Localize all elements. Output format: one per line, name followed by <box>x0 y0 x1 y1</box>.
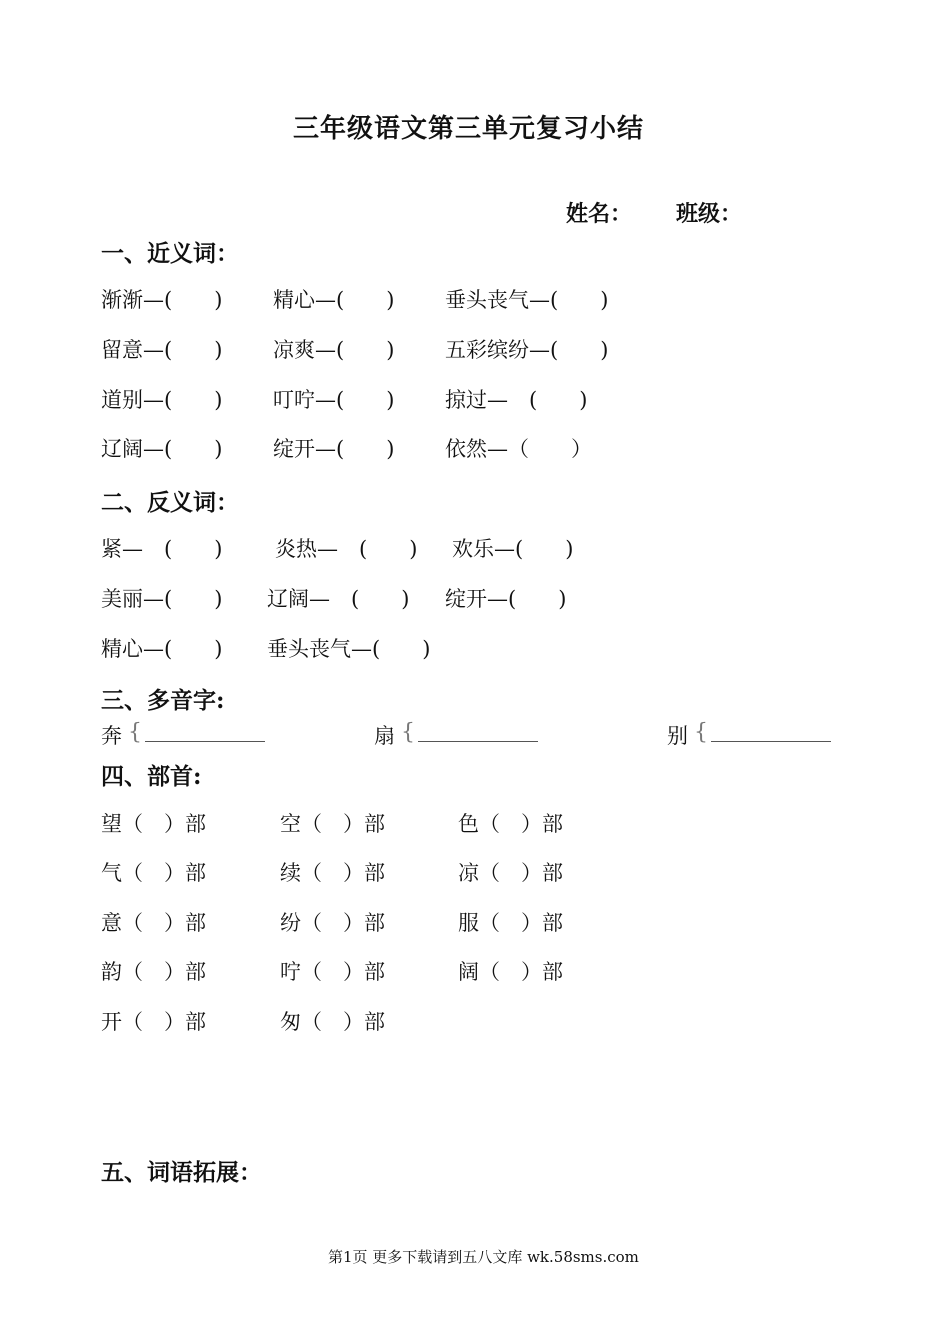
class-label: 班级： <box>676 201 743 227</box>
synonym-item: 凉爽—( ) <box>273 338 395 362</box>
synonym-item: 掠过— ( ) <box>445 388 588 412</box>
antonym-item: 美丽—( ) <box>101 587 223 611</box>
antonym-item: 炎热— ( ) <box>275 537 418 561</box>
section-heading-word-expansion: 五、词语拓展： <box>101 1159 262 1186</box>
antonym-item: 辽阔— ( ) <box>267 587 410 611</box>
answer-line <box>418 741 538 742</box>
radical-item: 开（ ）部 <box>101 1010 206 1034</box>
radical-item: 色（ ）部 <box>458 812 563 836</box>
synonym-item: 渐渐—( ) <box>101 288 223 312</box>
synonym-item: 精心—( ) <box>273 288 395 312</box>
section-heading-synonyms: 一、近义词： <box>101 240 239 267</box>
answer-line <box>145 741 265 742</box>
antonym-item: 精心—( ) <box>101 637 223 661</box>
section-heading-antonyms: 二、反义词： <box>101 489 239 516</box>
page-footer: 第1页 更多下载请到五八文库 wk.58sms.com <box>328 1248 639 1266</box>
polyphone-char: 奔 <box>101 724 122 748</box>
radical-item: 匆（ ）部 <box>280 1010 385 1034</box>
antonym-item: 绽开—( ) <box>445 587 567 611</box>
brace-icon: { <box>694 720 708 745</box>
synonym-item: 留意—( ) <box>101 338 223 362</box>
radical-item: 凉（ ）部 <box>458 861 563 885</box>
synonym-item: 道别—( ) <box>101 388 223 412</box>
brace-icon: { <box>401 720 415 745</box>
radical-item: 韵（ ）部 <box>101 960 206 984</box>
synonym-item: 绽开—( ) <box>273 437 395 461</box>
antonym-item: 垂头丧气—( ) <box>267 637 431 661</box>
synonym-item: 五彩缤纷—( ) <box>445 338 609 362</box>
polyphone-char: 别 <box>667 724 688 748</box>
antonym-item: 欢乐—( ) <box>452 537 574 561</box>
section-heading-radicals: 四、部首: <box>101 763 202 790</box>
synonym-item: 辽阔—( ) <box>101 437 223 461</box>
radical-item: 咛（ ）部 <box>280 960 385 984</box>
polyphone-char: 扇 <box>374 724 395 748</box>
name-label: 姓名： <box>566 201 633 227</box>
radical-item: 望（ ）部 <box>101 812 206 836</box>
synonym-item: 垂头丧气—( ) <box>445 288 609 312</box>
brace-icon: { <box>128 720 142 745</box>
synonym-item: 依然—（ ） <box>445 437 592 461</box>
radical-item: 服（ ）部 <box>458 911 563 935</box>
radical-item: 续（ ）部 <box>280 861 385 885</box>
antonym-item: 紧— ( ) <box>101 537 223 561</box>
radical-item: 阔（ ）部 <box>458 960 563 984</box>
answer-line <box>711 741 831 742</box>
synonym-item: 叮咛—( ) <box>273 388 395 412</box>
radical-item: 空（ ）部 <box>280 812 385 836</box>
radical-item: 纷（ ）部 <box>280 911 385 935</box>
page-title: 三年级语文第三单元复习小结 <box>293 114 645 144</box>
section-heading-polyphones: 三、多音字: <box>101 687 225 714</box>
radical-item: 意（ ）部 <box>101 911 206 935</box>
radical-item: 气（ ）部 <box>101 861 206 885</box>
